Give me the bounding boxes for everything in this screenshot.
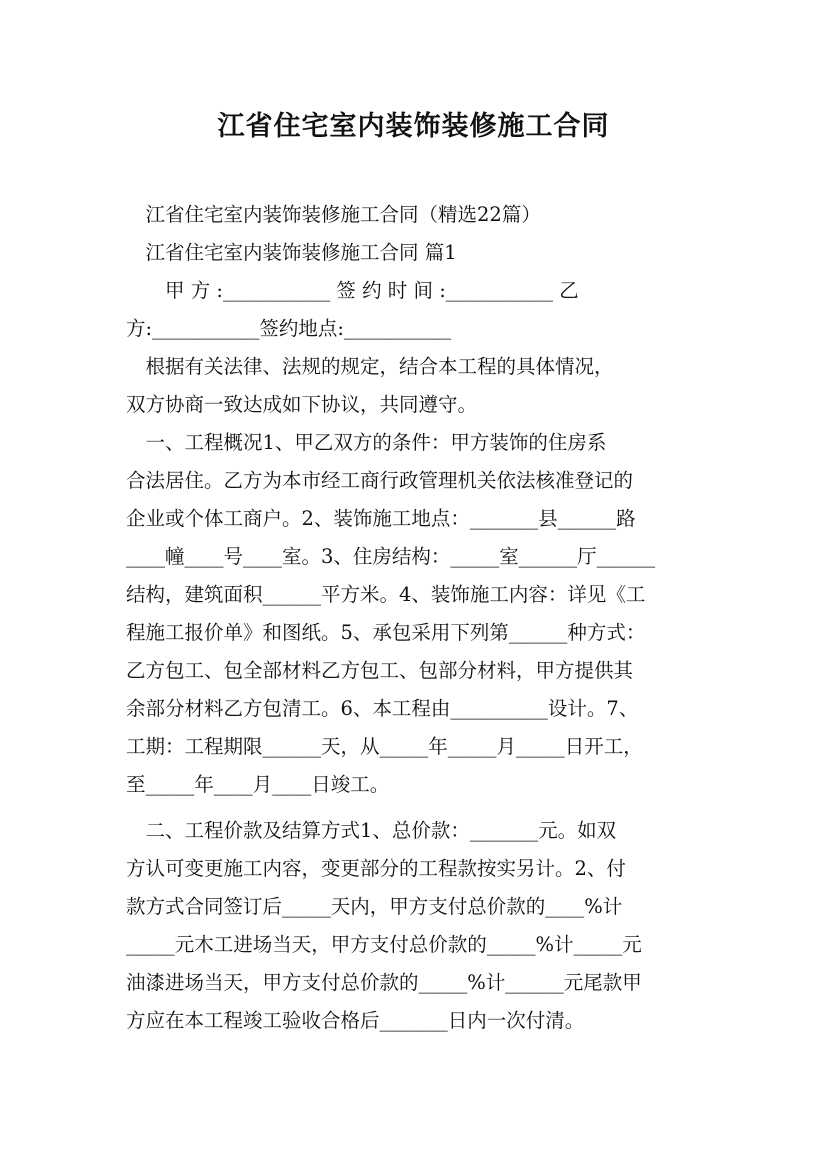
section-heading: 江省住宅室内装饰装修施工合同 篇1 [126, 241, 457, 264]
text-line: 方认可变更施工内容，变更部分的工程款按实另计。2、付 [126, 857, 626, 880]
text-line: 程施工报价单》和图纸。5、承包采用下列第______种方式： [126, 621, 646, 644]
text-line: 二、工程价款及结算方式1、总价款：_______元。如双 [126, 819, 617, 842]
text-line: 根据有关法律、法规的规定，结合本工程的具体情况， [126, 355, 614, 378]
text-line: 方:___________签约地点:___________ [126, 317, 452, 340]
subtitle-line: 江省住宅室内装饰装修施工合同（精选22篇） [126, 203, 541, 226]
text-line: ____幢____号____室。3、住房结构：_____室______厅______ [126, 545, 656, 568]
text-line: 余部分材料乙方包清工。6、本工程由__________设计。7、 [126, 697, 639, 720]
text-line: 乙方包工、包全部材料乙方包工、包部分材料，甲方提供其 [126, 659, 634, 682]
text-line: 款方式合同签订后_____天内，甲方支付总价款的____%计 [126, 895, 623, 918]
text-line: 至_____年____月____日竣工。 [126, 773, 390, 796]
text-line: 甲 方 :___________ 签 约 时 间 :___________ 乙 [126, 279, 579, 302]
text-line: 双方协商一致达成如下协议，共同遵守。 [126, 393, 478, 416]
text-line: 一、工程概况1、甲乙双方的条件：甲方装饰的住房系 [126, 431, 607, 454]
text-line: 结构，建筑面积______平方米。4、装饰施工内容：详见《工 [126, 583, 646, 606]
text-line: 企业或个体工商户。2、装饰施工地点：_______县______路 [126, 507, 636, 530]
text-line: 工期：工程期限______天，从_____年_____月_____日开工， [126, 735, 643, 758]
text-line: 方应在本工程竣工验收合格后_______日内一次付清。 [126, 1009, 585, 1032]
document-title: 江省住宅室内装饰装修施工合同 [217, 111, 610, 142]
text-line: 油漆进场当天，甲方支付总价款的_____%计______元尾款甲 [126, 971, 642, 994]
text-line: _____元木工进场当天，甲方支付总价款的_____%计_____元 [126, 933, 642, 956]
text-line: 合法居住。乙方为本市经工商行政管理机关依法核准登记的 [126, 469, 634, 492]
